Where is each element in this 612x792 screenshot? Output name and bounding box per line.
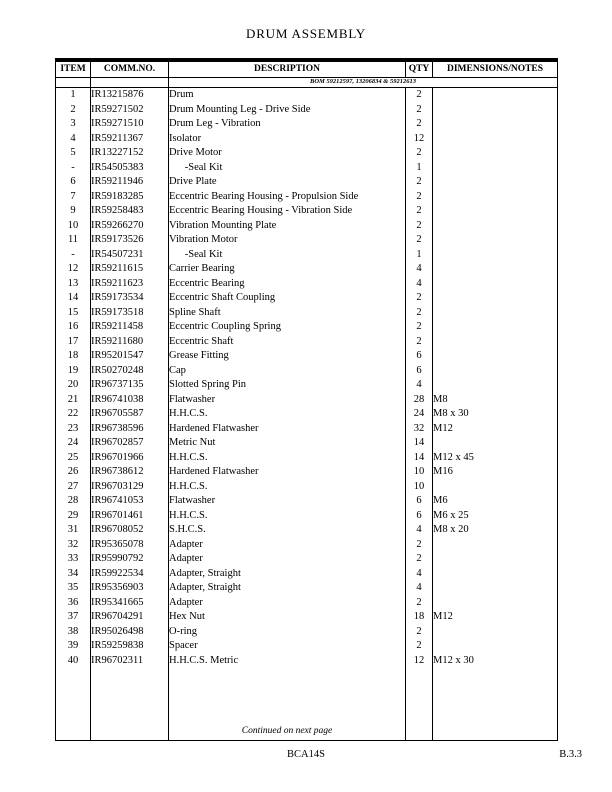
qty-cell: 4	[406, 262, 433, 277]
comm-no-cell: IR95365078	[91, 538, 169, 553]
comm-no-cell: IR59173518	[91, 306, 169, 321]
item-cell: 17	[67, 335, 79, 347]
qty-cell: 2	[406, 219, 433, 234]
table-row	[56, 349, 558, 364]
description-cell: H.H.C.S.	[169, 407, 406, 422]
table-row	[56, 625, 558, 640]
item-cell: 31	[67, 524, 79, 535]
description-cell: H.H.C.S.	[169, 451, 406, 466]
item-cell: 39	[67, 640, 79, 651]
continued-row	[56, 724, 558, 741]
description-cell: Slotted Spring Pin	[169, 378, 406, 393]
comm-no-cell: IR13227152	[91, 146, 169, 161]
qty-cell: 4	[406, 523, 433, 538]
description-cell: Drum Leg - Vibration	[169, 117, 406, 132]
description-cell: Drum	[169, 88, 406, 103]
comm-no-cell: IR96701461	[91, 509, 169, 524]
table-row	[56, 161, 558, 176]
dimensions-cell	[433, 204, 558, 219]
item-cell: 19	[67, 364, 79, 376]
item-cell: 21	[67, 393, 79, 405]
bom-note-row	[56, 78, 558, 88]
item-cell: 28	[67, 495, 79, 506]
comm-no-cell: IR59211946	[91, 175, 169, 190]
parts-table-container	[55, 58, 557, 741]
dimensions-cell	[433, 132, 558, 147]
dimensions-cell: M12 x 30	[433, 654, 558, 669]
qty-cell: 28	[406, 393, 433, 408]
dimensions-cell: M12 x 45	[433, 451, 558, 466]
table-row	[56, 204, 558, 219]
comm-no-cell: IR59271502	[91, 103, 169, 118]
comm-no-cell: IR96738612	[91, 465, 169, 480]
header-item: ITEM	[56, 60, 91, 78]
item-cell: 11	[67, 234, 79, 245]
header-dimensions-notes: DIMENSIONS/NOTES	[433, 60, 558, 78]
item-cell: 1	[70, 89, 76, 100]
table-row	[56, 567, 558, 582]
table-row	[56, 262, 558, 277]
qty-cell: 2	[406, 204, 433, 219]
comm-no-cell: IR59211680	[91, 335, 169, 350]
description-cell: Eccentric Bearing Housing - Propulsion Side	[169, 190, 406, 205]
comm-no-cell: IR59271510	[91, 117, 169, 132]
description-cell: Grease Fitting	[169, 349, 406, 364]
item-cell: 38	[67, 625, 79, 637]
item-cell: -	[71, 248, 75, 260]
item-cell: 37	[67, 611, 79, 622]
description-cell: Flatwasher	[169, 494, 406, 509]
table-row	[56, 291, 558, 306]
dimensions-cell	[433, 190, 558, 205]
description-cell: Drive Plate	[169, 175, 406, 190]
item-cell: 24	[67, 437, 79, 448]
description-cell: Eccentric Bearing	[169, 277, 406, 292]
continued-note: Continued on next page	[169, 724, 406, 741]
bom-note: BOM 59212597, 13206834 & 59212613	[169, 78, 558, 88]
qty-cell: 2	[406, 552, 433, 567]
dimensions-cell	[433, 277, 558, 292]
description-cell: Spacer	[169, 639, 406, 654]
item-cell: 14	[67, 292, 79, 303]
qty-cell: 6	[406, 509, 433, 524]
qty-cell: 2	[406, 596, 433, 611]
comm-no-cell: IR59258483	[91, 204, 169, 219]
page-footer	[0, 749, 612, 760]
qty-cell: 10	[406, 480, 433, 495]
dimensions-cell	[433, 161, 558, 176]
description-cell: Vibration Mounting Plate	[169, 219, 406, 234]
dimensions-cell	[433, 117, 558, 132]
table-row	[56, 436, 558, 451]
table-body	[56, 88, 558, 669]
qty-cell: 4	[406, 277, 433, 292]
qty-cell: 2	[406, 306, 433, 321]
description-cell: Eccentric Shaft Coupling	[169, 291, 406, 306]
description-cell: Adapter, Straight	[169, 567, 406, 582]
table-row	[56, 610, 558, 625]
table-row	[56, 364, 558, 379]
comm-no-cell: IR95356903	[91, 581, 169, 596]
comm-no-cell: IR95341665	[91, 596, 169, 611]
comm-no-cell: IR95990792	[91, 552, 169, 567]
table-row	[56, 581, 558, 596]
table-row	[56, 190, 558, 205]
dimensions-cell	[433, 364, 558, 379]
table-row	[56, 509, 558, 524]
item-cell: 26	[67, 466, 79, 477]
comm-no-cell: IR96741038	[91, 393, 169, 408]
dimensions-cell	[433, 378, 558, 393]
dimensions-cell: M12	[433, 610, 558, 625]
qty-cell: 18	[406, 610, 433, 625]
qty-cell: 2	[406, 538, 433, 553]
table-row	[56, 552, 558, 567]
comm-no-cell: IR59922534	[91, 567, 169, 582]
comm-no-cell: IR59173526	[91, 233, 169, 248]
comm-no-cell: IR59211615	[91, 262, 169, 277]
description-cell: Adapter	[169, 538, 406, 553]
item-cell: 18	[67, 350, 79, 361]
table-row	[56, 219, 558, 234]
comm-no-cell: IR13215876	[91, 88, 169, 103]
description-cell: S.H.C.S.	[169, 523, 406, 538]
table-row	[56, 335, 558, 350]
qty-cell: 2	[406, 639, 433, 654]
dimensions-cell	[433, 219, 558, 234]
item-cell: 22	[67, 408, 79, 419]
qty-cell: 2	[406, 175, 433, 190]
dimensions-cell	[433, 596, 558, 611]
table-row	[56, 175, 558, 190]
item-cell: 6	[70, 176, 76, 187]
comm-no-cell: IR96704291	[91, 610, 169, 625]
qty-cell: 6	[406, 494, 433, 509]
item-cell: 34	[67, 567, 79, 579]
description-cell: Drive Motor	[169, 146, 406, 161]
dimensions-cell	[433, 349, 558, 364]
qty-cell: 2	[406, 190, 433, 205]
description-cell: -Seal Kit	[169, 248, 406, 263]
description-cell: Hardened Flatwasher	[169, 465, 406, 480]
table-row	[56, 233, 558, 248]
comm-no-cell: IR59211458	[91, 320, 169, 335]
comm-no-cell: IR59211367	[91, 132, 169, 147]
item-cell: 9	[70, 205, 76, 216]
description-cell: H.H.C.S.	[169, 509, 406, 524]
description-cell: Flatwasher	[169, 393, 406, 408]
item-cell: 27	[67, 480, 79, 492]
dimensions-cell	[433, 625, 558, 640]
table-row	[56, 596, 558, 611]
dimensions-cell	[433, 436, 558, 451]
table-row	[56, 378, 558, 393]
description-cell: -Seal Kit	[169, 161, 406, 176]
dimensions-cell: M16	[433, 465, 558, 480]
description-cell: Vibration Motor	[169, 233, 406, 248]
comm-no-cell: IR96703129	[91, 480, 169, 495]
description-cell: H.H.C.S. Metric	[169, 654, 406, 669]
qty-cell: 32	[406, 422, 433, 437]
table-row	[56, 88, 558, 103]
item-cell: 5	[70, 147, 76, 158]
table-row	[56, 639, 558, 654]
dimensions-cell: M8 x 30	[433, 407, 558, 422]
header-qty: QTY	[406, 60, 433, 78]
table-row	[56, 407, 558, 422]
comm-no-cell: IR96708052	[91, 523, 169, 538]
qty-cell: 2	[406, 291, 433, 306]
qty-cell: 2	[406, 117, 433, 132]
description-cell: Hardened Flatwasher	[169, 422, 406, 437]
qty-cell: 12	[406, 654, 433, 669]
table-row	[56, 422, 558, 437]
dimensions-cell: M6 x 25	[433, 509, 558, 524]
page-title: DRUM ASSEMBLY	[246, 26, 366, 41]
comm-no-cell: IR96705587	[91, 407, 169, 422]
table-row	[56, 117, 558, 132]
item-cell: 10	[67, 219, 79, 231]
dimensions-cell	[433, 480, 558, 495]
comm-no-cell: IR54505383	[91, 161, 169, 176]
comm-no-cell: IR59173534	[91, 291, 169, 306]
description-cell: Isolator	[169, 132, 406, 147]
bom-empty-cell	[56, 78, 91, 88]
qty-cell: 4	[406, 378, 433, 393]
item-cell: 32	[67, 538, 79, 550]
item-cell: -	[71, 161, 75, 173]
item-cell: 29	[67, 509, 79, 521]
item-cell: 40	[67, 654, 79, 666]
table-row	[56, 146, 558, 161]
qty-cell: 10	[406, 465, 433, 480]
item-cell: 35	[67, 582, 79, 593]
dimensions-cell	[433, 291, 558, 306]
dimensions-cell	[433, 639, 558, 654]
dimensions-cell: M8 x 20	[433, 523, 558, 538]
qty-cell: 14	[406, 436, 433, 451]
qty-cell: 1	[406, 161, 433, 176]
description-cell: Eccentric Bearing Housing - Vibration Side	[169, 204, 406, 219]
item-cell: 12	[67, 263, 79, 274]
item-cell: 16	[67, 321, 79, 332]
dimensions-cell	[433, 103, 558, 118]
dimensions-cell	[433, 306, 558, 321]
bom-empty-cell	[91, 78, 169, 88]
comm-no-cell: IR96741053	[91, 494, 169, 509]
description-cell: Carrier Bearing	[169, 262, 406, 277]
item-cell: 13	[67, 277, 79, 289]
dimensions-cell: M8	[433, 393, 558, 408]
comm-no-cell: IR59211623	[91, 277, 169, 292]
item-cell: 23	[67, 422, 79, 434]
dimensions-cell	[433, 146, 558, 161]
comm-no-cell: IR54507231	[91, 248, 169, 263]
item-cell: 3	[70, 118, 76, 129]
table-row	[56, 494, 558, 509]
qty-cell: 1	[406, 248, 433, 263]
item-cell: 25	[67, 451, 79, 463]
comm-no-cell: IR59183285	[91, 190, 169, 205]
qty-cell: 2	[406, 103, 433, 118]
comm-no-cell: IR96702857	[91, 436, 169, 451]
table-row	[56, 480, 558, 495]
description-cell: Hex Nut	[169, 610, 406, 625]
comm-no-cell: IR59259838	[91, 639, 169, 654]
item-cell: 36	[67, 596, 79, 608]
table-row	[56, 248, 558, 263]
qty-cell: 4	[406, 567, 433, 582]
header-row	[56, 60, 558, 78]
dimensions-cell	[433, 335, 558, 350]
parts-table	[55, 58, 558, 741]
table-row	[56, 465, 558, 480]
dimensions-cell: M12	[433, 422, 558, 437]
description-cell: Metric Nut	[169, 436, 406, 451]
dimensions-cell	[433, 552, 558, 567]
comm-no-cell: IR96738596	[91, 422, 169, 437]
qty-cell: 24	[406, 407, 433, 422]
dimensions-cell	[433, 175, 558, 190]
header-description: DESCRIPTION	[169, 60, 406, 78]
comm-no-cell: IR95026498	[91, 625, 169, 640]
table-row	[56, 654, 558, 669]
table-row	[56, 523, 558, 538]
description-cell: Adapter	[169, 596, 406, 611]
dimensions-cell	[433, 581, 558, 596]
comm-no-cell: IR96737135	[91, 378, 169, 393]
comm-no-cell: IR50270248	[91, 364, 169, 379]
dimensions-cell	[433, 88, 558, 103]
comm-no-cell: IR96702311	[91, 654, 169, 669]
comm-no-cell: IR59266270	[91, 219, 169, 234]
dimensions-cell: M6	[433, 494, 558, 509]
table-row	[56, 103, 558, 118]
comm-no-cell: IR95201547	[91, 349, 169, 364]
description-cell: Adapter	[169, 552, 406, 567]
item-cell: 20	[67, 379, 79, 390]
description-cell: Eccentric Coupling Spring	[169, 320, 406, 335]
item-cell: 4	[70, 132, 76, 144]
qty-cell: 2	[406, 146, 433, 161]
description-cell: Spline Shaft	[169, 306, 406, 321]
table-row	[56, 132, 558, 147]
description-cell: Adapter, Straight	[169, 581, 406, 596]
dimensions-cell	[433, 538, 558, 553]
header-comm-no: COMM.NO.	[91, 60, 169, 78]
dimensions-cell	[433, 320, 558, 335]
dimensions-cell	[433, 233, 558, 248]
qty-cell: 2	[406, 335, 433, 350]
table-row	[56, 393, 558, 408]
dimensions-cell	[433, 567, 558, 582]
description-cell: Drum Mounting Leg - Drive Side	[169, 103, 406, 118]
qty-cell: 2	[406, 88, 433, 103]
description-cell: Eccentric Shaft	[169, 335, 406, 350]
item-cell: 15	[67, 306, 79, 318]
dimensions-cell	[433, 248, 558, 263]
qty-cell: 2	[406, 625, 433, 640]
qty-cell: 2	[406, 320, 433, 335]
qty-cell: 4	[406, 581, 433, 596]
description-cell: Cap	[169, 364, 406, 379]
qty-cell: 12	[406, 132, 433, 147]
item-cell: 7	[70, 190, 76, 202]
qty-cell: 6	[406, 364, 433, 379]
item-cell: 33	[67, 553, 79, 564]
table-tail	[56, 668, 558, 741]
qty-cell: 2	[406, 233, 433, 248]
comm-no-cell: IR96701966	[91, 451, 169, 466]
table-header	[56, 60, 558, 88]
dimensions-cell	[433, 262, 558, 277]
footer-doc-code: BCA14S	[287, 749, 325, 760]
filler-row	[56, 668, 558, 724]
table-row	[56, 320, 558, 335]
qty-cell: 6	[406, 349, 433, 364]
description-cell: H.H.C.S.	[169, 480, 406, 495]
footer-page-number: B.3.3	[559, 749, 582, 760]
description-cell: O-ring	[169, 625, 406, 640]
qty-cell: 14	[406, 451, 433, 466]
table-row	[56, 451, 558, 466]
item-cell: 2	[70, 103, 76, 115]
table-row	[56, 306, 558, 321]
table-row	[56, 277, 558, 292]
table-row	[56, 538, 558, 553]
